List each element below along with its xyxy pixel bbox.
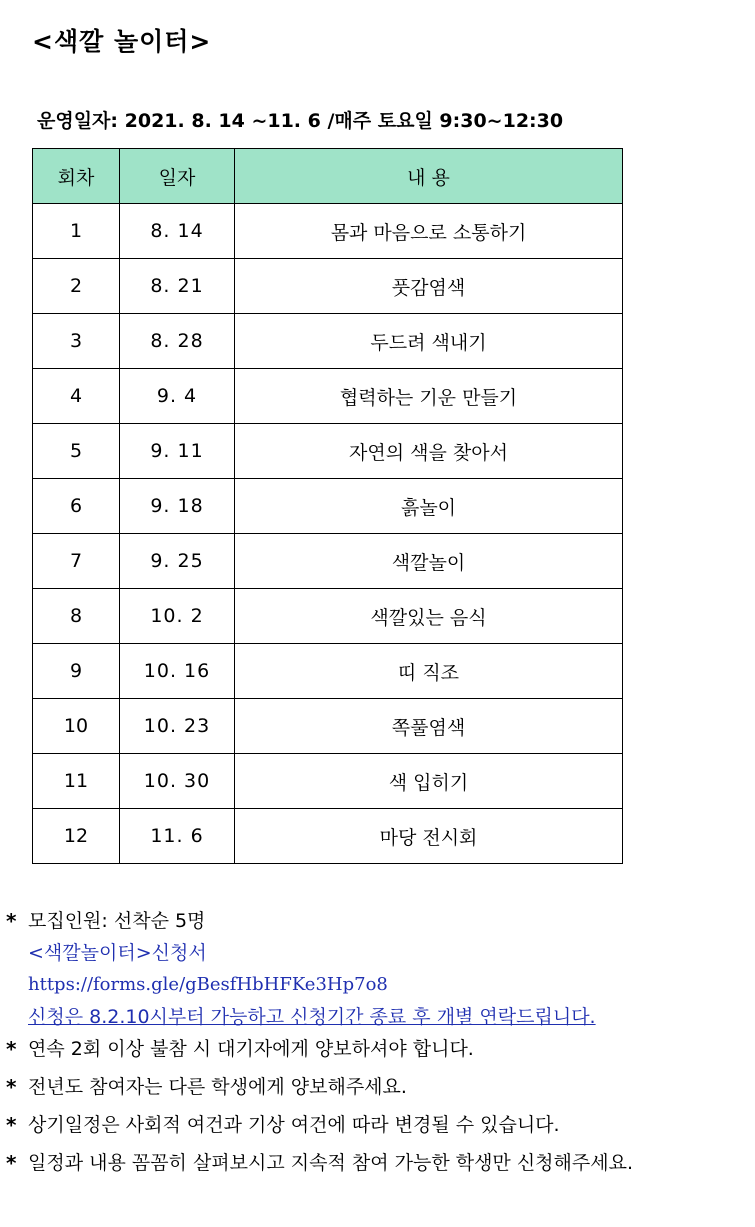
table-row [33, 424, 623, 479]
session-content: 마당 전시회 [235, 809, 623, 864]
bullet-icon: * [6, 1037, 17, 1061]
operation-period: 운영일자: 2021. 8. 14 ~11. 6 /매주 토요일 9:30~12:30 [37, 110, 564, 132]
note-recruit [6, 905, 751, 937]
session-number: 9 [33, 644, 120, 699]
session-number: 10 [33, 699, 120, 754]
session-date: 9. 11 [120, 424, 235, 479]
table-row [33, 204, 623, 259]
note-item [6, 1071, 751, 1103]
header-session: 회차 [33, 149, 120, 204]
table-row [33, 259, 623, 314]
apply-info-link[interactable]: 신청은 8.2.10시부터 가능하고 신청기간 종료 후 개별 연락드립니다. [28, 1006, 596, 1028]
session-content: 색깔놀이 [235, 534, 623, 589]
session-content: 자연의 색을 찾아서 [235, 424, 623, 479]
session-date: 8. 28 [120, 314, 235, 369]
session-number: 3 [33, 314, 120, 369]
table-row [33, 699, 623, 754]
session-date: 9. 25 [120, 534, 235, 589]
header-content: 내 용 [235, 149, 623, 204]
table-row [33, 534, 623, 589]
header-date: 일자 [120, 149, 235, 204]
bullet-icon: * [6, 1075, 17, 1099]
table-row [33, 369, 623, 424]
session-date: 11. 6 [120, 809, 235, 864]
session-number: 12 [33, 809, 120, 864]
table-row [33, 644, 623, 699]
session-number: 11 [33, 754, 120, 809]
form-title-link[interactable]: <색깔놀이터>신청서 [28, 942, 207, 964]
session-date: 10. 23 [120, 699, 235, 754]
note-text: 일정과 내용 꼼꼼히 살펴보시고 지속적 참여 가능한 학생만 신청해주세요. [28, 1152, 633, 1174]
session-number: 5 [33, 424, 120, 479]
bullet-icon: * [6, 909, 17, 933]
page-title: <색깔 놀이터> [32, 27, 212, 56]
table-header-row [33, 149, 623, 204]
session-content: 두드려 색내기 [235, 314, 623, 369]
session-number: 7 [33, 534, 120, 589]
bullet-icon: * [6, 1113, 17, 1137]
session-date: 10. 16 [120, 644, 235, 699]
session-number: 4 [33, 369, 120, 424]
session-content: 풋감염색 [235, 259, 623, 314]
recruit-text: 모집인원: 선착순 5명 [28, 910, 206, 932]
session-date: 9. 4 [120, 369, 235, 424]
session-number: 2 [33, 259, 120, 314]
table-row [33, 314, 623, 369]
session-content: 색 입히기 [235, 754, 623, 809]
session-number: 1 [33, 204, 120, 259]
session-date: 9. 18 [120, 479, 235, 534]
table-row [33, 809, 623, 864]
table-row [33, 589, 623, 644]
session-content: 흙놀이 [235, 479, 623, 534]
note-text: 상기일정은 사회적 여건과 기상 여건에 따라 변경될 수 있습니다. [28, 1114, 560, 1136]
session-number: 6 [33, 479, 120, 534]
table-row [33, 754, 623, 809]
note-item [6, 1147, 751, 1179]
note-item [6, 1033, 751, 1065]
note-item [6, 1109, 751, 1141]
session-content: 쪽풀염색 [235, 699, 623, 754]
schedule-table [32, 148, 623, 864]
notes-section [6, 905, 751, 1179]
session-content: 협력하는 기운 만들기 [235, 369, 623, 424]
session-date: 10. 30 [120, 754, 235, 809]
bullet-icon: * [6, 1151, 17, 1175]
session-date: 8. 21 [120, 259, 235, 314]
session-content: 몸과 마음으로 소통하기 [235, 204, 623, 259]
note-text: 연속 2회 이상 불참 시 대기자에게 양보하셔야 합니다. [28, 1038, 474, 1060]
form-url-link[interactable]: https://forms.gle/gBesfHbHFKe3Hp7o8 [28, 974, 388, 995]
table-row [33, 479, 623, 534]
session-date: 8. 14 [120, 204, 235, 259]
session-number: 8 [33, 589, 120, 644]
note-text: 전년도 참여자는 다른 학생에게 양보해주세요. [28, 1076, 407, 1098]
session-date: 10. 2 [120, 589, 235, 644]
session-content: 색깔있는 음식 [235, 589, 623, 644]
session-content: 띠 직조 [235, 644, 623, 699]
